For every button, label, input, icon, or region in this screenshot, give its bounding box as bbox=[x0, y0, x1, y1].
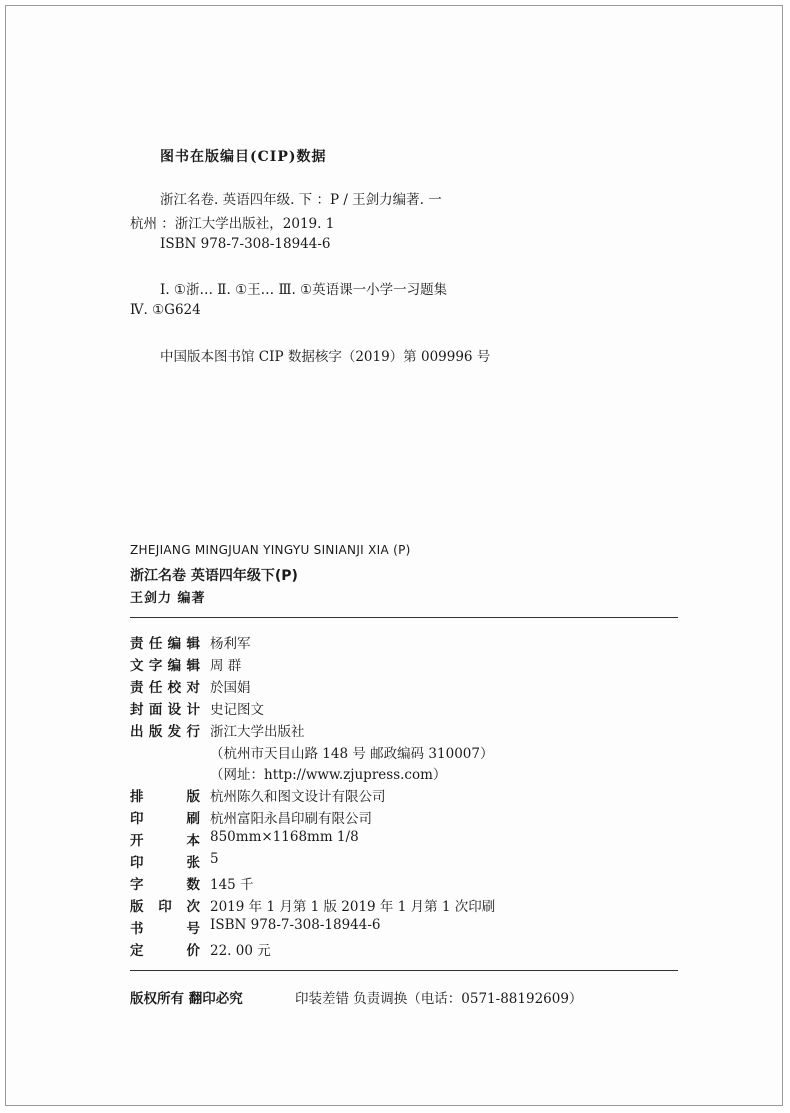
divider-bottom bbox=[130, 970, 678, 971]
cip-line-5: Ⅳ. ①G624 bbox=[130, 302, 201, 318]
service-notice: 印装差错 负责调换（电话：0571-88192609） bbox=[295, 991, 583, 1007]
detail-value: ISBN 978-7-308-18944-6 bbox=[210, 917, 381, 933]
detail-label: 书 号 bbox=[130, 921, 200, 937]
book-pinyin: ZHEJIANG MINGJUAN YINGYU SINIANJI XIA (P) bbox=[130, 543, 411, 557]
detail-label: 责 任 编 辑 bbox=[130, 636, 200, 652]
detail-label: 文 字 编 辑 bbox=[130, 658, 200, 674]
detail-value: 22. 00 元 bbox=[210, 943, 271, 959]
detail-value: 史记图文 bbox=[210, 702, 264, 718]
detail-label: 出 版 发 行 bbox=[130, 724, 200, 740]
cip-line-6: 中国版本图书馆 CIP 数据核字（2019）第 009996 号 bbox=[160, 349, 491, 365]
detail-value: （杭州市天目山路 148 号 邮政编码 310007） bbox=[210, 746, 494, 762]
detail-label: 印 张 bbox=[130, 855, 200, 871]
detail-label: 封 面 设 计 bbox=[130, 702, 200, 718]
detail-value: （网址：http://www.zjupress.com） bbox=[210, 767, 447, 783]
cip-line-3: ISBN 978-7-308-18944-6 bbox=[160, 236, 331, 252]
detail-value: 杨利军 bbox=[210, 636, 251, 652]
detail-label: 排 版 bbox=[130, 789, 200, 805]
detail-value: 850mm×1168mm 1/8 bbox=[210, 829, 359, 845]
book-author: 王剑力 编著 bbox=[130, 591, 206, 606]
cip-title: 图书在版编目(CIP)数据 bbox=[160, 149, 327, 165]
copyright-notice: 版权所有 翻印必究 bbox=[130, 991, 243, 1007]
detail-value: 145 千 bbox=[210, 877, 254, 893]
detail-label: 责 任 校 对 bbox=[130, 680, 200, 696]
detail-value: 浙江大学出版社 bbox=[210, 724, 305, 740]
detail-value: 杭州陈久和图文设计有限公司 bbox=[210, 789, 386, 805]
detail-value: 5 bbox=[210, 851, 219, 867]
divider-top bbox=[130, 617, 678, 618]
detail-label: 开 本 bbox=[130, 833, 200, 849]
cip-line-2: 杭州 ：浙江大学出版社，2019. 1 bbox=[130, 216, 335, 232]
detail-label: 字 数 bbox=[130, 877, 200, 893]
cip-line-1: 浙江名卷. 英语四年级. 下 ：P / 王剑力编著. 一 bbox=[160, 192, 442, 208]
detail-value: 杭州富阳永昌印刷有限公司 bbox=[210, 811, 372, 827]
detail-label: 版 印 次 bbox=[130, 899, 200, 915]
detail-value: 2019 年 1 月第 1 版 2019 年 1 月第 1 次印刷 bbox=[210, 899, 496, 915]
detail-value: 於国娟 bbox=[210, 680, 251, 696]
detail-value: 周 群 bbox=[210, 658, 242, 674]
cip-line-4: Ⅰ. ①浙… Ⅱ. ①王… Ⅲ. ①英语课一小学一习题集 bbox=[160, 282, 448, 298]
detail-label: 定 价 bbox=[130, 943, 200, 959]
book-title: 浙江名卷 英语四年级下(P) bbox=[130, 568, 298, 584]
detail-label: 印 刷 bbox=[130, 811, 200, 827]
